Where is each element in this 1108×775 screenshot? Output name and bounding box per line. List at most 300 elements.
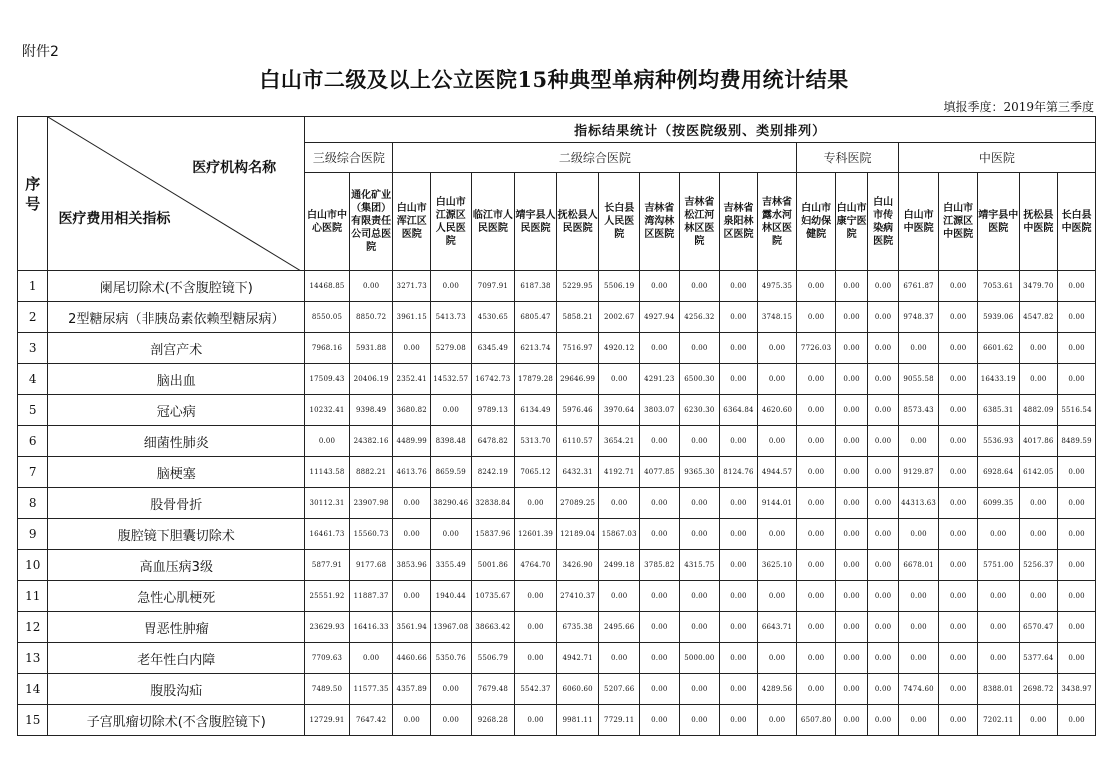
cost-value: 13967.08 [431,612,472,643]
table-row [18,519,1096,550]
cost-value: 23629.93 [305,612,350,643]
cost-value: 0.00 [431,705,472,736]
cost-value: 0.00 [720,364,758,395]
cost-value: 0.00 [835,519,867,550]
category-header: 中医院 [898,143,1095,173]
cost-value: 0.00 [640,674,680,705]
cost-value: 0.00 [868,426,898,457]
cost-value: 0.00 [757,643,797,674]
cost-value: 7516.97 [556,333,599,364]
cost-value: 5413.73 [431,302,472,333]
cost-value: 5350.76 [431,643,472,674]
row-seq: 4 [18,364,48,395]
cost-value: 0.00 [640,333,680,364]
cost-value: 0.00 [720,581,758,612]
cost-value: 4017.86 [1019,426,1058,457]
row-indicator: 阑尾切除术(不含腹腔镜下) [48,271,305,302]
cost-value: 0.00 [305,426,350,457]
cost-value: 3785.82 [640,550,680,581]
table-row [18,271,1096,302]
cost-value: 15837.96 [471,519,515,550]
cost-value: 0.00 [1058,705,1096,736]
cost-value: 0.00 [431,395,472,426]
cost-value: 0.00 [1058,519,1096,550]
cost-value: 0.00 [868,550,898,581]
cost-value: 5877.91 [305,550,350,581]
table-row [18,643,1096,674]
cost-value: 5000.00 [679,643,720,674]
row-seq: 10 [18,550,48,581]
row-seq: 7 [18,457,48,488]
hospital-header: 靖宇县人民医院 [515,173,557,271]
cost-value: 0.00 [599,643,640,674]
cost-value: 12189.04 [556,519,599,550]
hospital-header: 吉林省湾沟林区医院 [640,173,680,271]
cost-value: 5313.70 [515,426,557,457]
cost-value: 0.00 [720,550,758,581]
cost-value: 0.00 [640,705,680,736]
cost-value: 0.00 [679,612,720,643]
hospital-header: 吉林省松江河林区医院 [679,173,720,271]
hospital-header: 通化矿业（集团）有限责任公司总医院 [349,173,393,271]
row-indicator: 腹腔镜下胆囊切除术 [48,519,305,550]
table-row [18,705,1096,736]
cost-value: 6385.31 [977,395,1019,426]
cost-value: 9748.37 [898,302,939,333]
cost-value: 9365.30 [679,457,720,488]
cost-value: 10735.67 [471,581,515,612]
row-seq: 3 [18,333,48,364]
cost-value: 0.00 [757,364,797,395]
cost-value: 0.00 [720,705,758,736]
cost-value: 0.00 [797,612,836,643]
row-seq: 15 [18,705,48,736]
cost-value: 9398.49 [349,395,393,426]
cost-value: 0.00 [797,674,836,705]
cost-value: 0.00 [679,705,720,736]
cost-value: 3970.64 [599,395,640,426]
cost-value: 6110.57 [556,426,599,457]
cost-value: 8388.01 [977,674,1019,705]
cost-value: 4192.71 [599,457,640,488]
cost-value: 7647.42 [349,705,393,736]
indicator-header: 医疗费用相关指标 [58,211,171,227]
cost-value: 0.00 [898,333,939,364]
cost-value: 0.00 [835,457,867,488]
cost-value: 0.00 [1019,364,1058,395]
hospital-header: 白山市江源区人民医院 [431,173,472,271]
cost-value: 9055.58 [898,364,939,395]
cost-value: 0.00 [640,519,680,550]
cost-value: 0.00 [898,581,939,612]
cost-value: 0.00 [977,519,1019,550]
row-seq: 6 [18,426,48,457]
cost-value: 8850.72 [349,302,393,333]
row-indicator: 2型糖尿病（非胰岛素依赖型糖尿病） [48,302,305,333]
cost-value: 4613.76 [393,457,431,488]
cost-value: 0.00 [599,364,640,395]
cost-value: 0.00 [720,271,758,302]
cost-value: 3438.97 [1058,674,1096,705]
cost-value: 0.00 [720,333,758,364]
row-indicator: 腹股沟疝 [48,674,305,705]
cost-value: 0.00 [835,271,867,302]
row-indicator: 脑出血 [48,364,305,395]
cost-value: 0.00 [868,395,898,426]
cost-value: 4975.35 [757,271,797,302]
cost-value: 5931.88 [349,333,393,364]
page-title: 白山市二级及以上公立医院15种典型单病种例均费用统计结果 [259,67,849,92]
cost-value: 4620.60 [757,395,797,426]
cost-value: 5751.00 [977,550,1019,581]
cost-value: 0.00 [515,581,557,612]
cost-value: 0.00 [939,457,978,488]
cost-value: 15560.73 [349,519,393,550]
cost-value: 0.00 [939,426,978,457]
cost-value: 2352.41 [393,364,431,395]
hospital-header: 长白县人民医院 [599,173,640,271]
cost-value: 24382.16 [349,426,393,457]
row-seq: 2 [18,302,48,333]
cost-value: 5542.37 [515,674,557,705]
cost-value: 23907.98 [349,488,393,519]
cost-value: 0.00 [868,519,898,550]
row-seq: 1 [18,271,48,302]
stats-title: 指标结果统计（按医院级别、类别排列） [305,117,1096,143]
cost-value: 0.00 [515,612,557,643]
table-row [18,333,1096,364]
cost-value: 16742.73 [471,364,515,395]
cost-value: 3625.10 [757,550,797,581]
category-header: 三级综合医院 [305,143,393,173]
cost-value: 0.00 [640,426,680,457]
cost-value: 0.00 [679,674,720,705]
row-seq: 14 [18,674,48,705]
cost-value: 44313.63 [898,488,939,519]
cost-value: 1940.44 [431,581,472,612]
cost-value: 0.00 [868,364,898,395]
cost-value: 0.00 [431,271,472,302]
cost-value: 7968.16 [305,333,350,364]
cost-value: 6678.01 [898,550,939,581]
cost-value: 5279.08 [431,333,472,364]
cost-value: 8573.43 [898,395,939,426]
row-indicator: 脑梗塞 [48,457,305,488]
cost-value: 7053.61 [977,271,1019,302]
cost-value: 0.00 [835,643,867,674]
cost-value: 4882.09 [1019,395,1058,426]
row-indicator: 高血压病3级 [48,550,305,581]
cost-value: 0.00 [1019,488,1058,519]
cost-value: 0.00 [679,581,720,612]
row-seq: 8 [18,488,48,519]
cost-value: 0.00 [757,519,797,550]
cost-value: 0.00 [868,705,898,736]
table-row [18,581,1096,612]
cost-value: 0.00 [868,302,898,333]
cost-value: 0.00 [939,395,978,426]
cost-value: 4927.94 [640,302,680,333]
cost-value: 5377.64 [1019,643,1058,674]
cost-value: 0.00 [868,488,898,519]
cost-value: 0.00 [939,674,978,705]
cost-value: 0.00 [679,271,720,302]
cost-value: 0.00 [868,271,898,302]
cost-value: 29646.99 [556,364,599,395]
cost-value: 0.00 [868,581,898,612]
cost-value: 9789.13 [471,395,515,426]
cost-value: 0.00 [797,302,836,333]
cost-value: 5001.86 [471,550,515,581]
cost-value: 0.00 [898,612,939,643]
cost-value: 0.00 [1058,612,1096,643]
cost-value: 6060.60 [556,674,599,705]
cost-value: 6099.35 [977,488,1019,519]
cost-value: 4289.56 [757,674,797,705]
cost-value: 0.00 [599,581,640,612]
cost-value: 11577.35 [349,674,393,705]
cost-value: 5207.66 [599,674,640,705]
cost-value: 8242.19 [471,457,515,488]
table-row [18,612,1096,643]
hospital-header: 吉林省露水河林区医院 [757,173,797,271]
cost-value: 8550.05 [305,302,350,333]
cost-value: 2499.18 [599,550,640,581]
cost-value: 2698.72 [1019,674,1058,705]
hospital-header: 临江市人民医院 [471,173,515,271]
cost-value: 0.00 [431,674,472,705]
cost-value: 0.00 [1058,302,1096,333]
cost-value: 7729.11 [599,705,640,736]
cost-value: 7097.91 [471,271,515,302]
cost-value: 0.00 [797,426,836,457]
cost-value: 0.00 [679,426,720,457]
cost-value: 4547.82 [1019,302,1058,333]
cost-value: 0.00 [939,488,978,519]
cost-value: 16416.33 [349,612,393,643]
table-row [18,488,1096,519]
cost-value: 7709.63 [305,643,350,674]
cost-value: 0.00 [898,519,939,550]
hospital-header: 白山市康宁医院 [835,173,867,271]
cost-value: 0.00 [939,550,978,581]
institution-header: 医疗机构名称 [192,160,277,176]
cost-value: 5536.93 [977,426,1019,457]
cost-value: 0.00 [393,488,431,519]
cost-value: 0.00 [1058,550,1096,581]
cost-value: 0.00 [939,519,978,550]
cost-value: 6601.62 [977,333,1019,364]
cost-value: 4291.23 [640,364,680,395]
cost-value: 0.00 [868,612,898,643]
table-row [18,426,1096,457]
cost-value: 0.00 [939,302,978,333]
category-header: 二级综合医院 [393,143,797,173]
row-seq: 5 [18,395,48,426]
cost-value: 9144.01 [757,488,797,519]
cost-value: 0.00 [679,519,720,550]
row-indicator: 剖宫产术 [48,333,305,364]
cost-value: 16461.73 [305,519,350,550]
row-indicator: 股骨骨折 [48,488,305,519]
cost-value: 0.00 [797,271,836,302]
cost-value: 4357.89 [393,674,431,705]
cost-value: 4920.12 [599,333,640,364]
cost-value: 5506.79 [471,643,515,674]
cost-value: 9981.11 [556,705,599,736]
cost-value: 5256.37 [1019,550,1058,581]
cost-value: 0.00 [393,519,431,550]
cost-value: 0.00 [1058,271,1096,302]
cost-value: 3680.82 [393,395,431,426]
cost-value: 0.00 [679,333,720,364]
cost-value: 20406.19 [349,364,393,395]
cost-value: 0.00 [720,519,758,550]
cost-value: 9129.87 [898,457,939,488]
cost-value: 0.00 [640,643,680,674]
cost-value: 6134.49 [515,395,557,426]
row-seq: 12 [18,612,48,643]
hospital-header: 长白县中医院 [1058,173,1096,271]
cost-value: 0.00 [835,550,867,581]
cost-value: 0.00 [393,705,431,736]
cost-value: 6478.82 [471,426,515,457]
table-row [18,457,1096,488]
hospital-header: 抚松县人民医院 [556,173,599,271]
cost-value: 6432.31 [556,457,599,488]
cost-value: 0.00 [720,643,758,674]
cost-value: 9177.68 [349,550,393,581]
cost-value: 0.00 [640,271,680,302]
cost-value: 0.00 [757,705,797,736]
cost-value: 10232.41 [305,395,350,426]
cost-value: 0.00 [797,643,836,674]
seq-header [18,117,48,271]
hospital-header: 吉林省泉阳林区医院 [720,173,758,271]
cost-value: 4460.66 [393,643,431,674]
hospital-header: 白山市中医院 [898,173,939,271]
cost-value: 0.00 [835,302,867,333]
cost-value: 6364.84 [720,395,758,426]
cost-value: 0.00 [898,705,939,736]
cost-value: 0.00 [939,612,978,643]
row-indicator: 冠心病 [48,395,305,426]
cost-value: 38290.46 [431,488,472,519]
cost-value: 0.00 [720,302,758,333]
cost-value: 0.00 [797,488,836,519]
cost-value: 4256.32 [679,302,720,333]
cost-value: 6507.80 [797,705,836,736]
cost-value: 0.00 [898,643,939,674]
cost-value: 0.00 [939,271,978,302]
cost-value: 0.00 [868,457,898,488]
attachment-label: 附件2 [22,44,59,60]
cost-value: 11143.58 [305,457,350,488]
cost-value: 7065.12 [515,457,557,488]
table-row [18,674,1096,705]
cost-value: 4944.57 [757,457,797,488]
cost-value: 11887.37 [349,581,393,612]
cost-value: 0.00 [868,333,898,364]
cost-value: 0.00 [835,705,867,736]
diagonal-line [48,117,301,271]
cost-value: 6735.38 [556,612,599,643]
cost-value: 6213.74 [515,333,557,364]
cost-value: 0.00 [977,581,1019,612]
row-seq: 9 [18,519,48,550]
table-row [18,364,1096,395]
cost-value: 8659.59 [431,457,472,488]
cost-value: 38663.42 [471,612,515,643]
row-indicator: 子宫肌瘤切除术(不含腹腔镜下) [48,705,305,736]
cost-value: 0.00 [349,271,393,302]
cost-value: 6643.71 [757,612,797,643]
cost-value: 0.00 [797,519,836,550]
cost-value: 0.00 [640,612,680,643]
cost-value: 5229.95 [556,271,599,302]
cost-value: 0.00 [1058,333,1096,364]
cost-value: 0.00 [939,705,978,736]
row-indicator: 急性心肌梗死 [48,581,305,612]
cost-value: 0.00 [835,612,867,643]
statistics-table [17,116,1096,736]
cost-value: 8124.76 [720,457,758,488]
cost-value: 15867.03 [599,519,640,550]
cost-value: 9268.28 [471,705,515,736]
cost-value: 0.00 [977,643,1019,674]
row-indicator: 老年性白内障 [48,643,305,674]
cost-value: 6142.05 [1019,457,1058,488]
seq-header-text: 序 号 [25,174,41,213]
cost-value: 6230.30 [679,395,720,426]
cost-value: 0.00 [757,581,797,612]
cost-value: 0.00 [515,705,557,736]
cost-value: 0.00 [835,395,867,426]
cost-value: 5939.06 [977,302,1019,333]
cost-value: 0.00 [599,488,640,519]
cost-value: 5516.54 [1058,395,1096,426]
cost-value: 0.00 [898,426,939,457]
table-row [18,550,1096,581]
cost-value: 6570.47 [1019,612,1058,643]
table-row [18,395,1096,426]
table-row [18,302,1096,333]
cost-value: 0.00 [1019,705,1058,736]
cost-value: 0.00 [939,581,978,612]
hospital-header: 白山市江源区中医院 [939,173,978,271]
cost-value: 0.00 [835,333,867,364]
cost-value: 0.00 [797,457,836,488]
cost-value: 6928.64 [977,457,1019,488]
cost-value: 7489.50 [305,674,350,705]
cost-value: 0.00 [835,674,867,705]
cost-value: 14468.85 [305,271,350,302]
cost-value: 27410.37 [556,581,599,612]
cost-value: 0.00 [1019,519,1058,550]
hospital-header: 白山市妇幼保健院 [797,173,836,271]
cost-value: 8398.48 [431,426,472,457]
hospital-header: 靖宇县中医院 [977,173,1019,271]
cost-value: 17879.28 [515,364,557,395]
cost-value: 0.00 [720,426,758,457]
cost-value: 0.00 [349,643,393,674]
cost-value: 0.00 [868,674,898,705]
cost-value: 0.00 [1058,643,1096,674]
cost-value: 0.00 [515,643,557,674]
cost-value: 0.00 [393,581,431,612]
cost-value: 0.00 [797,581,836,612]
cost-value: 27089.25 [556,488,599,519]
